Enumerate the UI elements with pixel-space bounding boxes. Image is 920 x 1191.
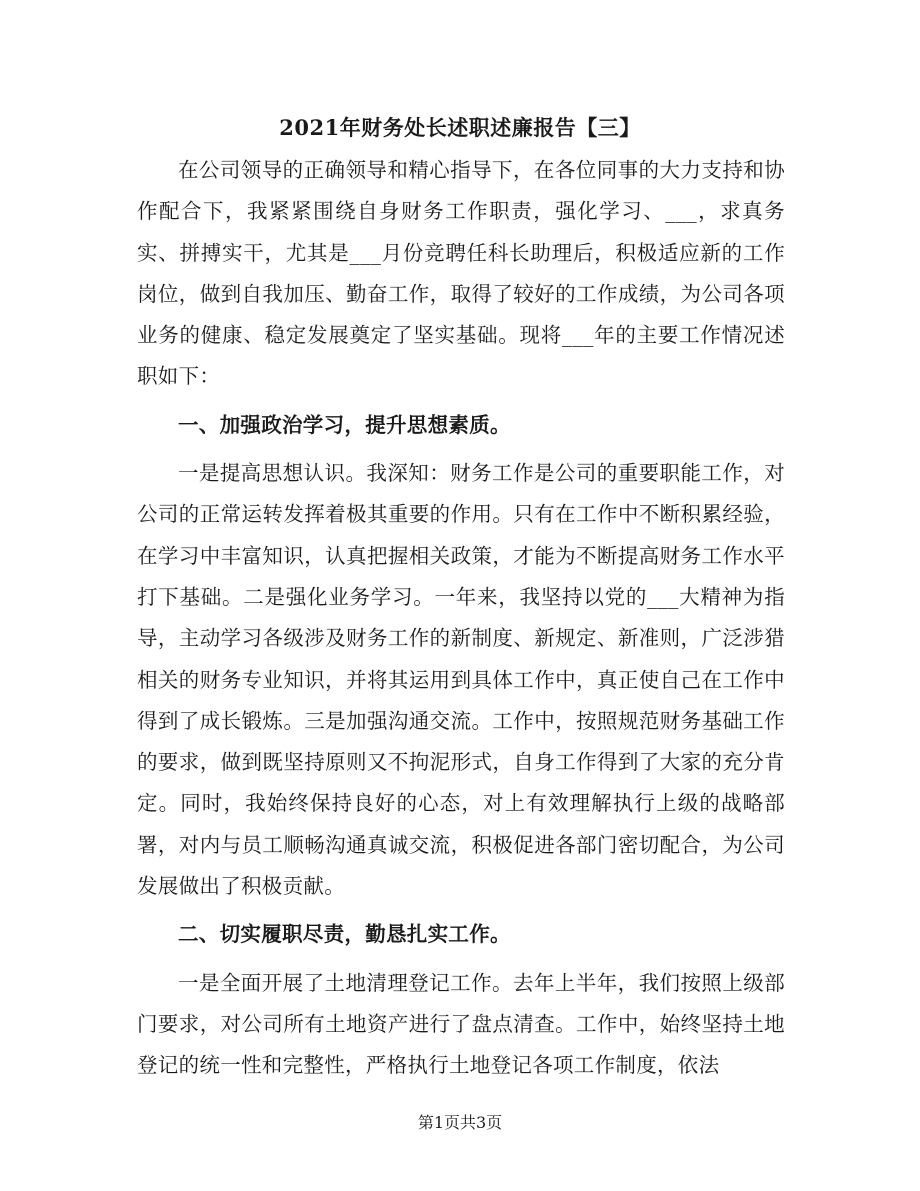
section-1-paragraph: 一是提高思想认识。我深知：财务工作是公司的重要职能工作，对公司的正常运转发挥着极其重要的作用。只有在工作中不断积累经验，在学习中丰富知识，认真把握相关政策，才能为不断提高财务工作水平打下基础。二是强化业务学习。一年来，我坚持以党的___大精神为指导，主动学习各级涉及财务工作的新制度、新规定、新准则，广泛涉猎相关的财务专业知识，并将其运用到具体工作中，真正使自己在工作中得到了成长锻炼。三是加强沟通交流。工作中，按照规范财务基础工作的要求，做到既坚持原则又不拘泥形式，自身工作得到了大家的充分肯定。同时，我始终保持良好的心态，对上有效理解执行上级的战略部署，对内与员工顺畅沟通真诚交流，积极促进各部门密切配合，为公司发展做出了积极贡献。	[137, 461, 785, 899]
section-heading-2: 二、切实履职尽责，勤恳扎实工作。	[178, 922, 511, 947]
section-2-paragraph: 一是全面开展了土地清理登记工作。去年上半年，我们按照上级部门要求，对公司所有土地资产进行了盘点清查。工作中，始终坚持土地登记的统一性和完整性，严格执行土地登记各项工作制度，依法	[137, 970, 785, 1078]
page-footer: 第1页共3页	[417, 1113, 503, 1132]
document-title: 2021年财务处长述职述廉报告【三】	[279, 115, 641, 140]
section-heading-1: 一、加强政治学习，提升思想素质。	[178, 412, 511, 437]
intro-paragraph: 在公司领导的正确领导和精心指导下，在各位同事的大力支持和协作配合下，我紧紧围绕自身财务工作职责，强化学习、___，求真务实、拼搏实干，尤其是___月份竞聘任科长助理后，积极适应新的工作岗位，做到自我加压、勤奋工作，取得了较好的工作成绩，为公司各项业务的健康、稳定发展奠定了坚实基础。现将___年的主要工作情况述职如下：	[137, 158, 785, 389]
document-body	[137, 150, 785, 1087]
